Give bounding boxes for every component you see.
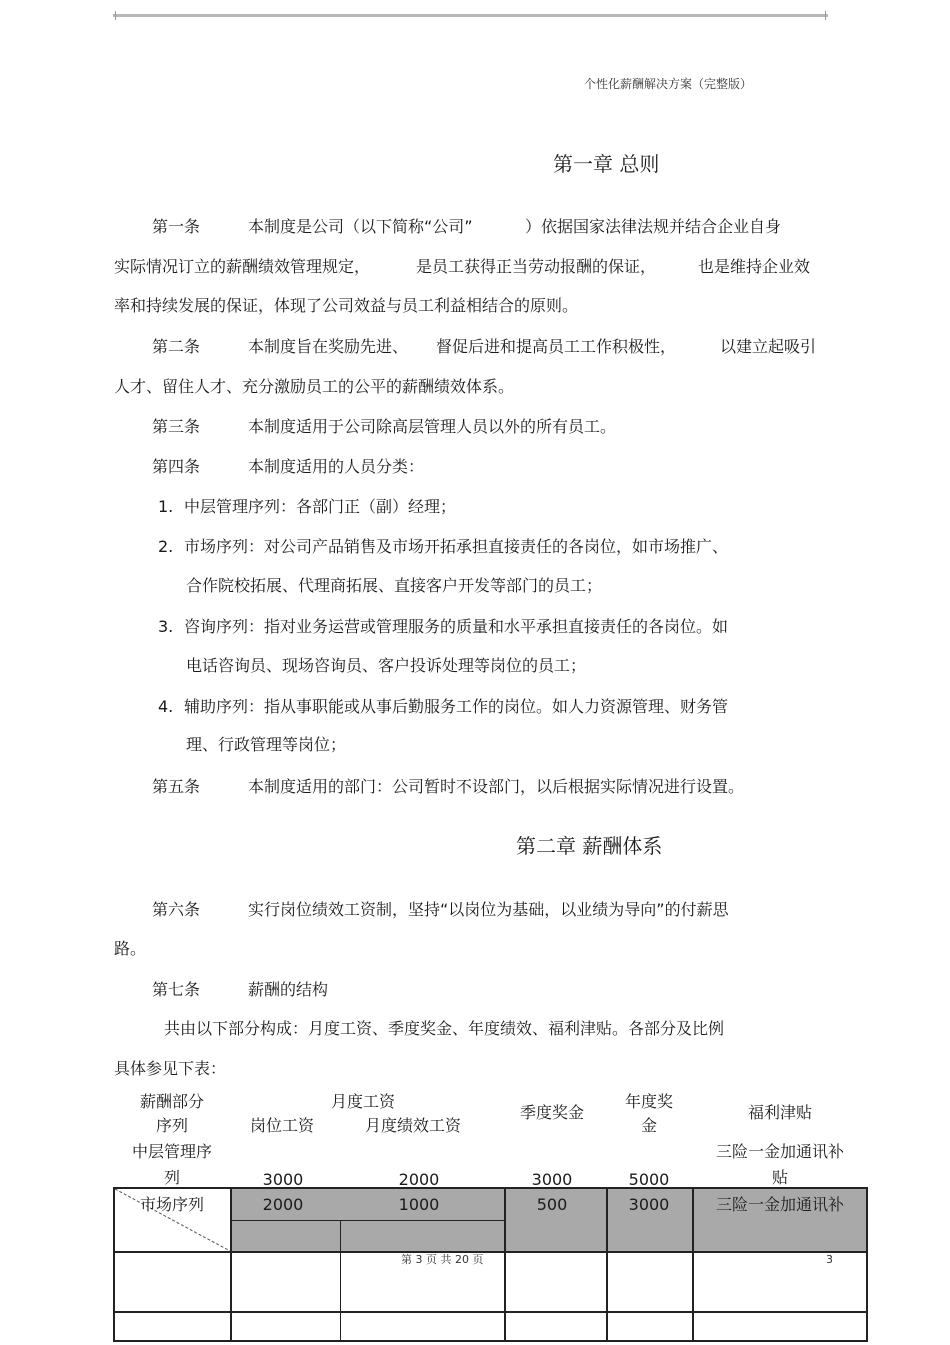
chapter-1-title: 第一章 总则 bbox=[553, 152, 660, 176]
table-corner-bottom: 序列 bbox=[155, 1116, 188, 1135]
article-2-line1b: 督促后进和提高员工工作积极性， bbox=[436, 337, 677, 356]
article-6-line1: 实行岗位绩效工资制，坚持“以岗位为基础，以业绩为导向”的付薪思 bbox=[248, 900, 729, 919]
row2-quarterly-bonus: 500 bbox=[536, 1195, 568, 1214]
list-item-2-number: 2. bbox=[158, 537, 174, 556]
page-number: 3 bbox=[826, 1253, 833, 1266]
table-header-annual-1: 年度奖 bbox=[624, 1092, 673, 1111]
article-4-number: 第四条 bbox=[152, 457, 201, 476]
row1-performance-wage: 2000 bbox=[398, 1170, 440, 1189]
article-7-line2: 具体参见下表： bbox=[114, 1059, 227, 1078]
article-7-title: 薪酬的结构 bbox=[248, 980, 329, 999]
article-1-number: 第一条 bbox=[152, 217, 201, 236]
table-header-welfare: 福利津贴 bbox=[747, 1103, 812, 1122]
row1-sequence-line1: 中层管理序 bbox=[131, 1142, 212, 1161]
article-5-number: 第五条 bbox=[152, 777, 201, 796]
article-1-line2a: 实际情况订立的薪酬绩效管理规定， bbox=[114, 257, 371, 276]
article-6-line2: 路。 bbox=[114, 939, 147, 958]
article-4-text: 本制度适用的人员分类： bbox=[248, 457, 425, 476]
article-7-line1: 共由以下部分构成：月度工资、季度奖金、年度绩效、福利津贴。各部分及比例 bbox=[164, 1019, 725, 1038]
row1-welfare-line2: 贴 bbox=[771, 1168, 788, 1187]
list-item-3-line1: 咨询序列：指对业务运营或管理服务的质量和水平承担直接责任的各岗位。如 bbox=[184, 617, 729, 636]
article-2-line1c: 以建立起吸引 bbox=[720, 337, 817, 356]
top-rule bbox=[113, 14, 828, 17]
list-item-4-line1: 辅助序列：指从事职能或从事后勤服务工作的岗位。如人力资源管理、财务管 bbox=[184, 697, 729, 716]
article-2-number: 第二条 bbox=[152, 337, 201, 356]
table-header-performance-wage: 月度绩效工资 bbox=[364, 1116, 461, 1135]
table-header-monthly: 月度工资 bbox=[330, 1092, 395, 1111]
article-1-line2c: 也是维持企业效 bbox=[698, 257, 811, 276]
row1-annual-bonus: 5000 bbox=[628, 1170, 670, 1189]
row1-quarterly-bonus: 3000 bbox=[531, 1170, 573, 1189]
list-item-3-line2: 电话咨询员、现场咨询员、客户投诉处理等岗位的员工； bbox=[186, 656, 587, 675]
row2-sequence: 市场序列 bbox=[139, 1195, 204, 1214]
article-1-line1: 本制度是公司（以下简称“公司” bbox=[248, 217, 473, 236]
row2-position-wage: 2000 bbox=[262, 1195, 304, 1214]
table-header-position-wage: 岗位工资 bbox=[249, 1116, 314, 1135]
article-2-line2: 人才、留住人才、充分激励员工的公平的薪酬绩效体系。 bbox=[114, 377, 515, 396]
list-item-1-number: 1. bbox=[158, 497, 174, 516]
article-5-text: 本制度适用的部门：公司暂时不设部门，以后根据实际情况进行设置。 bbox=[248, 777, 745, 796]
list-item-4-line2: 理、行政管理等岗位； bbox=[186, 735, 347, 754]
article-1-line2b: 是员工获得正当劳动报酬的保证， bbox=[416, 257, 657, 276]
row2-welfare: 三险一金加通讯补 bbox=[715, 1195, 844, 1214]
list-item-3-number: 3. bbox=[158, 617, 174, 636]
article-3-text: 本制度适用于公司除高层管理人员以外的所有员工。 bbox=[248, 417, 617, 436]
running-header: 个性化薪酬解决方案（完整版） bbox=[584, 77, 753, 91]
list-item-1-text: 中层管理序列：各部门正（副）经理； bbox=[184, 497, 457, 516]
list-item-4-number: 4. bbox=[158, 697, 174, 716]
row2-annual-bonus: 3000 bbox=[628, 1195, 670, 1214]
article-7-number: 第七条 bbox=[152, 980, 201, 999]
page-footer: 第 3 页 共 20 页 bbox=[401, 1253, 484, 1266]
list-item-2-line1: 市场序列：对公司产品销售及市场开拓承担直接责任的各岗位，如市场推广、 bbox=[184, 537, 729, 556]
chapter-2-title: 第二章 薪酬体系 bbox=[516, 834, 663, 858]
article-1-line1b: ）依据国家法律法规并结合企业自身 bbox=[525, 217, 782, 236]
row1-position-wage: 3000 bbox=[262, 1170, 304, 1189]
article-6-number: 第六条 bbox=[152, 900, 201, 919]
table-header-annual-2: 金 bbox=[640, 1116, 657, 1135]
article-3-number: 第三条 bbox=[152, 417, 201, 436]
list-item-2-line2: 合作院校拓展、代理商拓展、直接客户开发等部门的员工； bbox=[186, 576, 603, 595]
table-header-quarterly: 季度奖金 bbox=[519, 1103, 584, 1122]
row1-welfare-line1: 三险一金加通讯补 bbox=[715, 1142, 844, 1161]
table-corner-top: 薪酬部分 bbox=[139, 1092, 204, 1111]
row1-sequence-line2: 列 bbox=[163, 1168, 180, 1187]
article-2-line1a: 本制度旨在奖励先进、 bbox=[248, 337, 409, 356]
row2-performance-wage: 1000 bbox=[398, 1195, 440, 1214]
article-1-line3: 率和持续发展的保证，体现了公司效益与员工利益相结合的原则。 bbox=[114, 296, 579, 315]
